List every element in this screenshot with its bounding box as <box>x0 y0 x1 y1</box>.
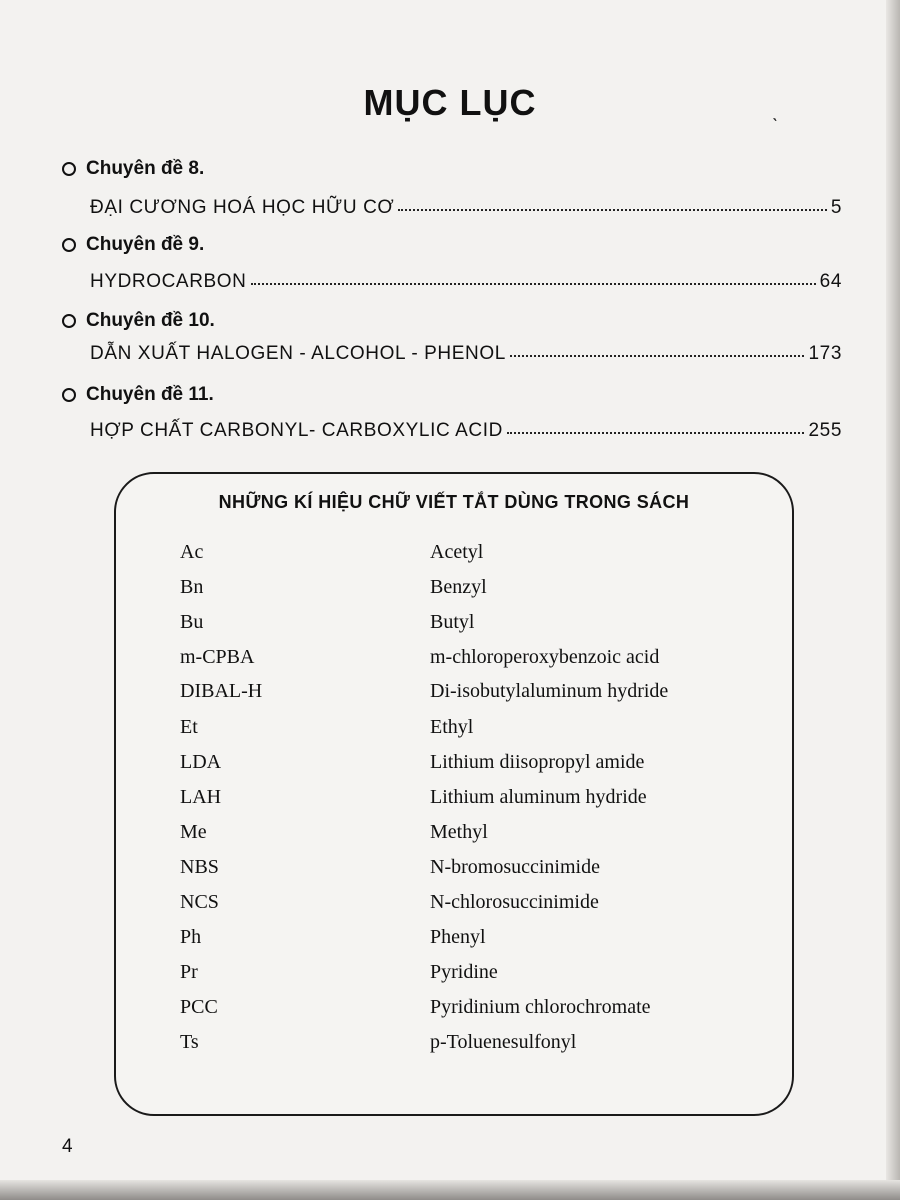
abbreviation-row <box>180 891 780 921</box>
abbreviation-row <box>180 821 780 851</box>
abbreviation-meaning: Lithium diisopropyl amide <box>430 751 645 773</box>
abbreviation-code: Bu <box>180 611 204 633</box>
toc-entry-title: HỢP CHẤT CARBONYL- CARBOXYLIC ACID <box>90 420 503 441</box>
dot-leader <box>398 208 827 211</box>
abbreviation-code: DIBAL-H <box>180 680 263 702</box>
abbreviation-row <box>180 611 780 641</box>
toc-topic-label: Chuyên đề 8. <box>86 158 205 179</box>
abbreviation-code: NBS <box>180 856 219 878</box>
toc-entry-page: 64 <box>819 271 842 292</box>
page-number: 4 <box>62 1136 73 1157</box>
abbreviation-code: Ts <box>180 1031 199 1053</box>
abbreviation-meaning: N-bromosuccinimide <box>430 856 600 878</box>
abbreviation-row <box>180 646 780 676</box>
abbreviation-code: LDA <box>180 751 222 773</box>
toc-topic-9 <box>62 234 204 256</box>
toc-entry-8[interactable] <box>90 197 842 219</box>
abbreviation-meaning: Butyl <box>430 611 475 633</box>
page-edge-bottom <box>0 1180 900 1200</box>
abbreviation-code: NCS <box>180 891 219 913</box>
toc-entry-title: ĐẠI CƯƠNG HOÁ HỌC HỮU CƠ <box>90 197 395 218</box>
toc-topic-11 <box>62 384 214 406</box>
dot-leader <box>251 282 816 285</box>
stray-mark-icon: ˎ <box>772 100 779 122</box>
abbreviation-code: Et <box>180 716 198 738</box>
toc-topic-label: Chuyên đề 9. <box>86 234 205 255</box>
abbreviations-title: NHỮNG KÍ HIỆU CHỮ VIẾT TẮT DÙNG TRONG SÁCH <box>218 492 690 512</box>
abbreviation-meaning: Di-isobutylaluminum hydride <box>430 680 669 702</box>
page-title: MỤC LỤC <box>363 82 537 123</box>
abbreviation-meaning: p-Toluenesulfonyl <box>430 1031 577 1053</box>
abbreviation-meaning: Lithium aluminum hydride <box>430 786 647 808</box>
abbreviation-code: Ac <box>180 541 204 563</box>
abbreviation-code: Me <box>180 821 207 843</box>
toc-entry-page: 255 <box>808 420 842 441</box>
toc-entry-page: 173 <box>808 343 842 364</box>
abbreviation-row <box>180 926 780 956</box>
abbreviation-code: LAH <box>180 786 222 808</box>
abbreviation-meaning: Benzyl <box>430 576 487 598</box>
abbreviation-row <box>180 856 780 886</box>
abbreviation-meaning: Methyl <box>430 821 488 843</box>
abbreviation-meaning: Acetyl <box>430 541 484 563</box>
abbreviation-meaning: Phenyl <box>430 926 486 948</box>
abbreviation-meaning: Pyridine <box>430 961 498 983</box>
toc-entry-page: 5 <box>830 197 842 218</box>
abbreviation-meaning: Pyridinium chlorochromate <box>430 996 651 1018</box>
abbreviation-code: Bn <box>180 576 204 598</box>
abbreviation-row <box>180 541 780 571</box>
circle-bullet-icon <box>62 162 76 176</box>
toc-topic-10 <box>62 310 215 332</box>
toc-entry-9[interactable] <box>90 271 842 293</box>
abbreviation-row <box>180 961 780 991</box>
toc-topic-8 <box>62 158 204 180</box>
toc-entry-title: HYDROCARBON <box>90 271 247 292</box>
toc-topic-label: Chuyên đề 10. <box>86 310 215 331</box>
dot-leader <box>507 431 805 434</box>
abbreviation-row <box>180 996 780 1026</box>
toc-entry-title: DẪN XUẤT HALOGEN - ALCOHOL - PHENOL <box>90 343 506 364</box>
circle-bullet-icon <box>62 314 76 328</box>
toc-entry-11[interactable] <box>90 420 842 442</box>
abbreviation-code: m-CPBA <box>180 646 255 668</box>
toc-entry-10[interactable] <box>90 343 842 365</box>
circle-bullet-icon <box>62 238 76 252</box>
abbreviation-code: Pr <box>180 961 198 983</box>
abbreviation-meaning: Ethyl <box>430 716 474 738</box>
abbreviation-row <box>180 1031 780 1061</box>
abbreviation-meaning: N-chlorosuccinimide <box>430 891 599 913</box>
circle-bullet-icon <box>62 388 76 402</box>
abbreviation-meaning: m-chloroperoxybenzoic acid <box>430 646 660 668</box>
abbreviation-row <box>180 716 780 746</box>
abbreviation-row <box>180 680 780 710</box>
toc-topic-label: Chuyên đề 11. <box>86 384 214 405</box>
page-edge-right <box>886 0 900 1200</box>
dot-leader <box>510 354 805 357</box>
abbreviation-row <box>180 786 780 816</box>
abbreviation-code: Ph <box>180 926 202 948</box>
abbreviation-row <box>180 576 780 606</box>
abbreviation-code: PCC <box>180 996 218 1018</box>
abbreviation-row <box>180 751 780 781</box>
